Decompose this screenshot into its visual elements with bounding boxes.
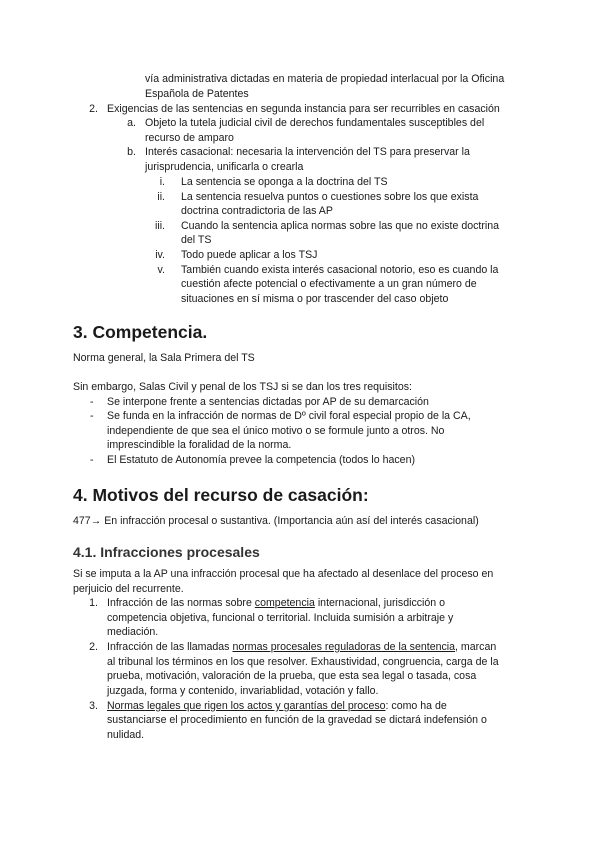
list-marker: i. xyxy=(159,176,165,188)
list-item-text xyxy=(107,699,447,714)
text-run: : como ha de xyxy=(385,700,447,712)
list-marker: 2. xyxy=(89,103,98,115)
text-run: internacional, jurisdicción o xyxy=(314,597,446,609)
list-item-text: cuestión afecte potencial o efectivamente a un gran número de xyxy=(181,278,477,290)
dash-marker: - xyxy=(90,396,94,408)
subsection-heading: 4.1. Infracciones procesales xyxy=(73,544,260,560)
list-item-text: sustanciarse el procedimiento en función de la gravedad se dictará indefensión o xyxy=(107,714,487,726)
list-marker: ii. xyxy=(157,191,165,203)
list-item-text: Interés casacional: necesaria la intervención del TS para preservar la xyxy=(145,146,470,158)
paragraph: Si se imputa a la AP una infracción procesal que ha afectado al desenlace del proceso en xyxy=(73,568,494,580)
paragraph: Sin embargo, Salas Civil y penal de los TSJ si se dan los tres requisitos: xyxy=(73,381,412,393)
paragraph: perjuicio del recurrente. xyxy=(73,583,184,595)
list-item-text: recurso de amparo xyxy=(145,132,234,144)
list-item-text: Cuando la sentencia aplica normas sobre las que no existe doctrina xyxy=(181,220,500,232)
underlined-term: normas procesales reguladoras de la sentencia xyxy=(232,641,456,653)
list-item-text: Objeto la tutela judicial civil de derechos fundamentales susceptibles del xyxy=(145,117,485,129)
list-item-text: Todo puede aplicar a los TSJ xyxy=(181,249,318,261)
list-item-text: jurisprudencia, unificarla o crearla xyxy=(145,161,304,173)
bullet-text: independiente de que sea el único motivo o se formule junto a otros. No xyxy=(107,425,445,437)
list-item-text: mediación. xyxy=(107,626,159,638)
text-run: , marcan xyxy=(455,641,497,653)
list-item-text: situaciones en sí misma o por trascender del caso objeto xyxy=(181,293,449,305)
list-marker: a. xyxy=(127,117,136,129)
bullet-text: Se interpone frente a sentencias dictadas por AP de su demarcación xyxy=(107,396,429,408)
list-marker: iii. xyxy=(154,220,165,232)
list-marker: 1. xyxy=(89,597,98,609)
list-item-text: al tribunal los términos en los que resolver. Exhaustividad, congruencia, carga de la xyxy=(107,656,499,668)
bullet-text: El Estatuto de Autonomía prevee la competencia (todos lo hacen) xyxy=(107,454,415,466)
list-item-text xyxy=(107,596,445,611)
list-marker: 2. xyxy=(89,641,98,653)
underlined-term: competencia xyxy=(254,597,315,609)
list-item-text: También cuando exista interés casacional notorio, eso es cuando la xyxy=(181,264,499,276)
paragraph: Norma general, la Sala Primera del TS xyxy=(73,352,255,364)
section-heading: 4. Motivos del recurso de casación: xyxy=(73,485,369,505)
list-item-text: nulidad. xyxy=(107,729,145,741)
dash-marker: - xyxy=(90,410,94,422)
list-marker: b. xyxy=(127,146,136,158)
list-item-text: doctrina contradictoria de las AP xyxy=(181,205,333,217)
list-item-text: prueba, motivación, valoración de la prueba, que esta sea legal o tasada, cosa xyxy=(107,670,477,682)
bullet-text: Se funda en la infracción de normas de Dº civil foral especial propio de la CA, xyxy=(107,410,471,422)
list-marker: 3. xyxy=(89,700,98,712)
list-item-text xyxy=(107,640,496,655)
text-line: vía administrativa dictadas en materia de propiedad interlacual por la Oficina xyxy=(145,73,505,85)
list-item-text: La sentencia se oponga a la doctrina del TS xyxy=(181,176,388,188)
section-heading: 3. Competencia. xyxy=(73,322,208,342)
list-marker: iv. xyxy=(155,249,165,261)
list-item-text: Exigencias de las sentencias en segunda instancia para ser recurribles en casación xyxy=(107,103,500,115)
list-item-text: del TS xyxy=(181,234,212,246)
underlined-term: Normas legales que rigen los actos y garantías del proceso xyxy=(107,700,386,712)
text-line: Española de Patentes xyxy=(145,88,249,100)
text-run: Infracción de las normas sobre xyxy=(107,597,255,609)
bullet-text: imprescindible la foralidad de la norma. xyxy=(107,439,292,451)
list-item-text: La sentencia resuelva puntos o cuestiones sobre los que exista xyxy=(181,191,479,203)
list-marker: v. xyxy=(157,264,165,276)
dash-marker: - xyxy=(90,454,94,466)
list-item-text: competencia objetiva, funcional o territorial. Incluida sumisión a arbitraje y xyxy=(107,612,454,624)
paragraph: 477→ En infracción procesal o sustantiva. (Importancia aún así del interés casacional) xyxy=(73,515,479,527)
text-run: Infracción de las llamadas xyxy=(107,641,233,653)
list-item-text: juzgada, forma y contenido, invariablidad, votación y fallo. xyxy=(107,685,379,697)
